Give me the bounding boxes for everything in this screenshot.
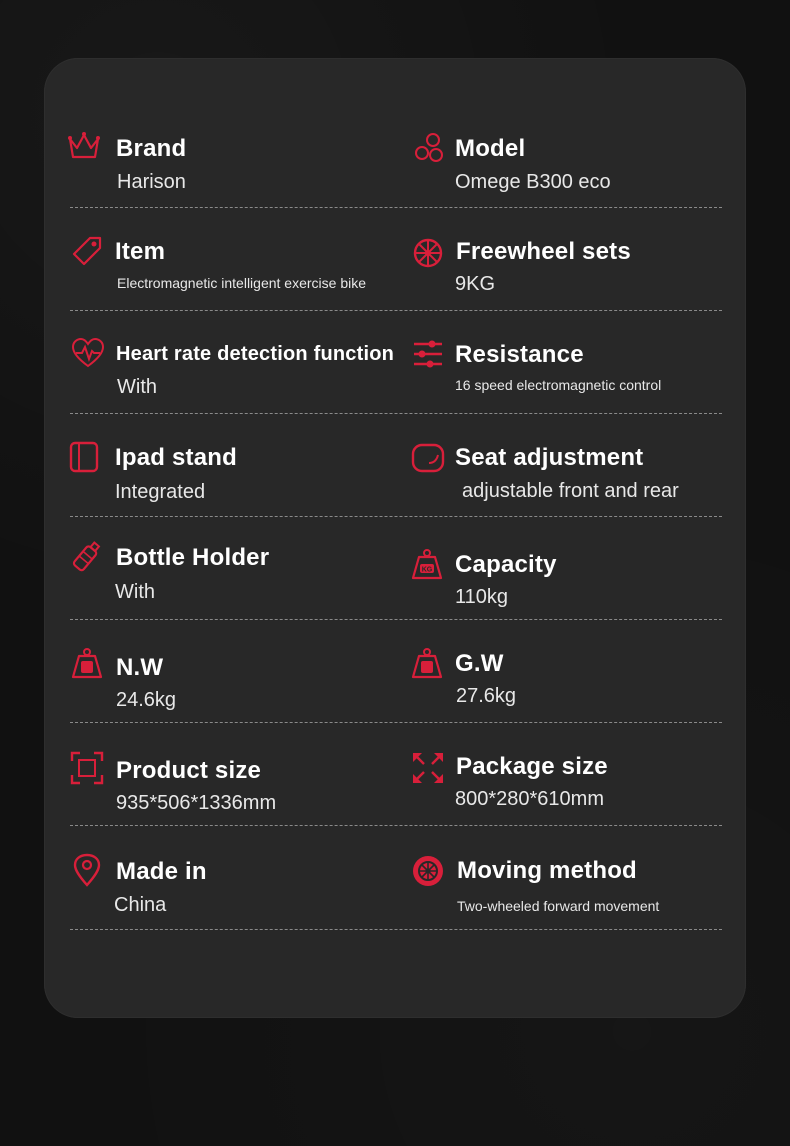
spec-value: 27.6kg	[456, 685, 517, 707]
heart-rate-icon	[71, 337, 105, 371]
spec-value: With	[117, 376, 157, 398]
bottle-icon	[70, 539, 104, 573]
spec-value: 110kg	[455, 586, 509, 608]
spec-value: 935*506*1336mm	[116, 792, 277, 814]
expand-arrows-icon	[411, 751, 445, 785]
spec-title: G.W	[455, 650, 504, 677]
price-tag-icon	[70, 234, 104, 268]
spec-bottle-holder	[70, 517, 410, 619]
spec-title: Seat adjustment	[455, 444, 644, 471]
spec-title: N.W	[116, 654, 164, 681]
spec-title: Ipad stand	[115, 444, 238, 471]
sliders-icon	[411, 337, 445, 371]
spec-row	[70, 208, 722, 311]
spec-row	[70, 827, 722, 930]
spec-model	[410, 105, 722, 207]
spec-value: 800*280*610mm	[455, 788, 604, 810]
spec-gross-weight	[410, 620, 722, 722]
spec-value: Harison	[117, 171, 186, 193]
spec-title: Item	[115, 238, 166, 265]
spec-value: Two-wheeled forward movement	[457, 898, 660, 914]
spec-title: Moving method	[457, 857, 637, 884]
wheel-icon	[411, 854, 445, 888]
spec-row	[70, 414, 722, 517]
spec-value: Omege B300 eco	[455, 171, 611, 193]
spec-made-in	[70, 827, 410, 929]
spec-row	[70, 517, 722, 620]
spec-net-weight	[70, 620, 410, 722]
spec-value: 9KG	[455, 273, 496, 295]
spec-heart-rate	[70, 311, 410, 413]
flywheel-icon	[411, 236, 445, 270]
spec-value: Integrated	[115, 481, 206, 503]
spec-title: Brand	[116, 135, 187, 162]
spec-title: Product size	[116, 757, 262, 784]
spec-title: Capacity	[455, 551, 557, 578]
spec-row	[70, 723, 722, 826]
spec-seat	[410, 414, 722, 516]
spec-title: Made in	[116, 858, 207, 885]
svg-text:KG: KG	[421, 566, 433, 574]
location-pin-icon	[70, 853, 104, 887]
kg-weight-icon	[410, 547, 444, 581]
spec-capacity	[410, 517, 722, 619]
chain-links-icon	[412, 131, 446, 165]
seat-icon	[411, 442, 445, 476]
spec-brand	[70, 105, 410, 207]
spec-value: 24.6kg	[116, 689, 177, 711]
spec-title: Bottle Holder	[116, 544, 270, 571]
spec-package-size	[410, 723, 722, 825]
spec-title: Resistance	[455, 341, 584, 368]
spec-title: Package size	[456, 753, 608, 780]
crown-icon	[67, 129, 101, 163]
spec-value: With	[115, 581, 155, 603]
spec-row	[70, 105, 722, 208]
spec-freewheel	[410, 208, 722, 310]
spec-value: 16 speed electromagnetic control	[455, 377, 662, 393]
spec-row	[70, 620, 722, 723]
spec-title: Heart rate detection function	[116, 343, 395, 365]
spec-title: Model	[455, 135, 526, 162]
tablet-icon	[68, 440, 102, 474]
spec-value: adjustable front and rear	[462, 480, 679, 502]
spec-ipad-stand	[70, 414, 410, 516]
spec-title: Freewheel sets	[456, 238, 631, 265]
frame-corners-icon	[70, 751, 104, 785]
spec-item	[70, 208, 410, 310]
spec-value: China	[114, 894, 167, 916]
spec-resistance	[410, 311, 722, 413]
gross-weight-icon	[410, 646, 444, 680]
spec-row	[70, 311, 722, 414]
net-weight-icon	[70, 646, 104, 680]
spec-moving-method	[410, 827, 722, 929]
spec-product-size	[70, 723, 410, 825]
spec-value: Electromagnetic intelligent exercise bike	[117, 275, 367, 291]
